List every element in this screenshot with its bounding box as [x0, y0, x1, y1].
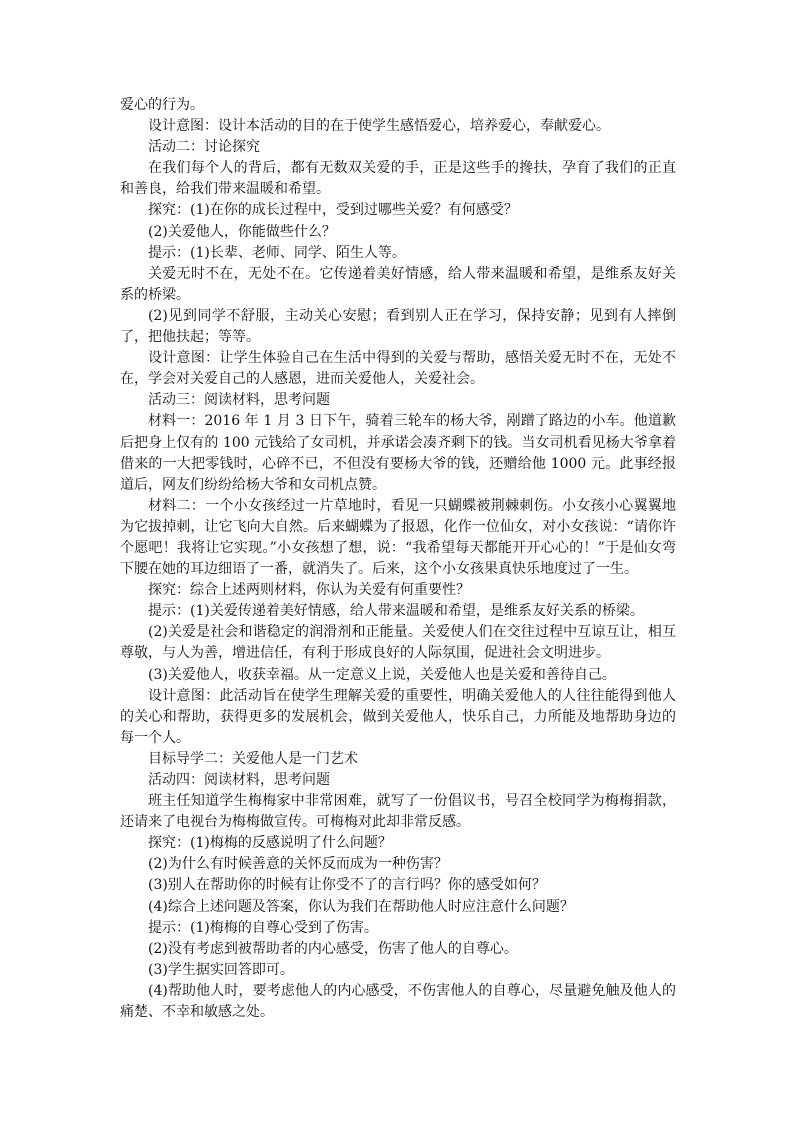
paragraph-8: 关爱无时不在，无处不在。它传递着美好情感，给人带来温暖和希望，是维系友好关系的桥梁。	[120, 265, 676, 303]
paragraph-15: 提示：(1)关爱传递着美好情感，给人带来温暖和希望，是维系友好关系的桥梁。	[148, 603, 644, 620]
document-page	[120, 95, 676, 1023]
material-1: 材料一：2016 年 1 月 3 日下午，骑着三轮车的杨大爷，剐蹭了路边的小车。他道歉后把身上仅有的 100 元钱给了女司机，并承诺会凑齐剩下的钱。当女司机看见杨大爷拿着借来的一大把零钱时，心碎不已，不但没有要杨大爷的钱，还赠给他 1000 元。此事经报道后，网友们纷纷给杨大爷和女司机点赞。	[120, 413, 676, 493]
paragraph-1: 爱心的行为。	[120, 97, 204, 113]
activity-heading-3: 活动三：阅读材料，思考问题	[148, 392, 330, 409]
paragraph-7: 提示：(1)长辈、老师、同学、陌生人等。	[148, 244, 406, 261]
paragraph-23: (2)为什么有时候善意的关怀反而成为一种伤害？	[148, 856, 448, 873]
paragraph-22: 探究：(1)梅梅的反感说明了什么问题？	[148, 835, 392, 852]
paragraph-14: 探究：综合上述两则材料，你认为关爱有何重要性？	[148, 582, 470, 599]
paragraph-5: 探究：(1)在你的成长过程中，受到过哪些关爱？有何感受？	[148, 202, 518, 219]
paragraph-17: (3)关爱他人，收获幸福。从一定意义上说，关爱他人也是关爱和善待自己。	[148, 666, 616, 683]
paragraph-9: (2)见到同学不舒服，主动关心安慰；看到别人正在学习，保持安静；见到有人摔倒了，把他扶起；等等。	[120, 307, 676, 346]
paragraph-21: 班主任知道学生梅梅家中非常困难，就写了一份倡议书，号召全校同学为梅梅捐款，还请来了电视台为梅梅做宣传。可梅梅对此却非常反感。	[120, 793, 676, 831]
paragraph-18: 设计意图：此活动旨在使学生理解关爱的重要性，明确关爱他人的人往往能得到他人的关心和帮助，获得更多的发展机会，做到关爱他人，快乐自己，力所能及地帮助身边的每一个人。	[120, 687, 676, 746]
paragraph-24: (3)别人在帮助你的时候有让你受不了的言行吗？你的感受如何？	[148, 877, 546, 894]
activity-heading-4: 活动四：阅读材料，思考问题	[148, 772, 330, 788]
paragraph-4: 在我们每个人的背后，都有无数双关爱的手，正是这些手的搀扶，孕育了我们的正直和善良，给我们带来温暖和希望。	[120, 160, 676, 198]
paragraph-25: (4)综合上述问题及答案，你认为我们在帮助他人时应注意什么问题？	[148, 898, 574, 915]
paragraph-10: 设计意图：让学生体验自己在生活中得到的关爱与帮助，感悟关爱无时不在，无处不在，学会对关爱自己的人感恩，进而关爱他人，关爱社会。	[120, 350, 676, 388]
material-2: 材料二：一个小女孩经过一片草地时，看见一只蝴蝶被荆棘刺伤。小女孩小心翼翼地为它拔掉刺，让它飞向大自然。后来蝴蝶为了报恩，化作一位仙女，对小女孩说：“请你许个愿吧！我将让它实现。”小女孩想了想，说：“我希望每天都能开开心心的！”于是仙女弯下腰在她的耳边细语了一番，就消失了。后来，这个小女孩果真快乐地度过了一生。	[120, 497, 676, 578]
paragraph-2: 设计意图：设计本活动的目的在于使学生感悟爱心，培养爱心，奉献爱心。	[148, 118, 610, 135]
paragraph-26: 提示：(1)梅梅的自尊心受到了伤害。	[148, 919, 378, 936]
paragraph-16: (2)关爱是社会和谐稳定的润滑剂和正能量。关爱使人们在交往过程中互谅互让，相互尊敬，与人为善，增进信任，有利于形成良好的人际氛围，促进社会文明进步。	[120, 624, 676, 662]
paragraph-28: (3)学生据实回答即可。	[148, 961, 294, 978]
paragraph-27: (2)没有考虑到被帮助者的内心感受，伤害了他人的自尊心。	[148, 940, 518, 957]
paragraph-29: (4)帮助他人时，要考虑他人的内心感受，不伤害他人的自尊心，尽量避免触及他人的痛楚、不幸和敏感之处。	[120, 982, 676, 1021]
activity-heading-2: 活动二：讨论探究	[148, 139, 260, 156]
goal-heading-2: 目标导学二：关爱他人是一门艺术	[148, 750, 358, 767]
paragraph-6: (2)关爱他人，你能做些什么？	[148, 223, 336, 240]
